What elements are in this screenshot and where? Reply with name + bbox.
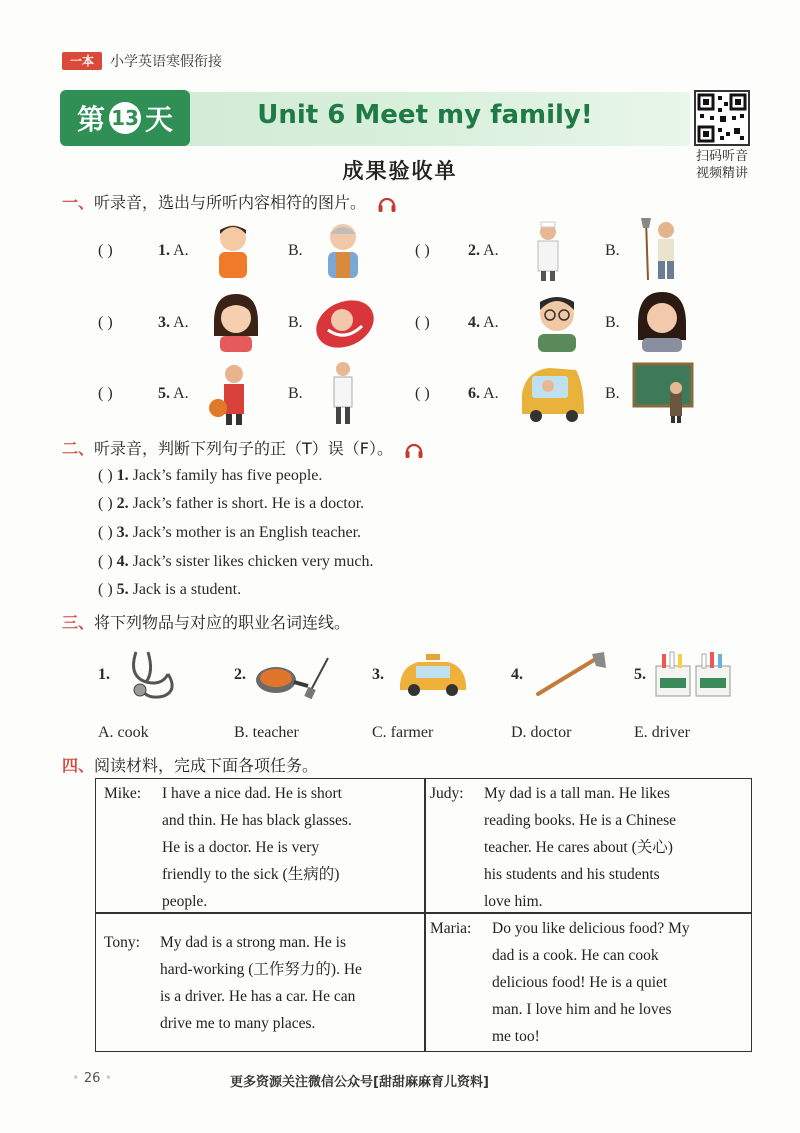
text-line: reading books. He is a Chinese (484, 812, 676, 829)
text-line: people. (162, 893, 208, 910)
answer-paren[interactable]: ( ) (98, 495, 113, 512)
text-line: teacher. He cares about (关心) (484, 839, 673, 856)
option-a-label: A. (173, 314, 189, 331)
text-line: love him. (484, 893, 543, 910)
text-line: hard-working (工作努力的). He (160, 961, 362, 978)
q-number: 1. (158, 242, 170, 259)
girl-icon[interactable] (208, 292, 264, 354)
answer-paren[interactable]: ( ) (98, 385, 113, 402)
job-teacher[interactable]: B. teacher (234, 724, 299, 741)
taxi-icon[interactable] (396, 652, 470, 698)
item-text: Jack’s family has five people. (132, 467, 323, 484)
option-a-label: A. (173, 242, 189, 259)
speaker-name: Maria: (430, 920, 472, 937)
option-a-label: A. (483, 385, 499, 402)
pan-spatula-icon[interactable] (254, 652, 334, 700)
chalk-box-icon[interactable] (654, 650, 734, 700)
item-number: 3. (116, 524, 129, 541)
tf-item-4 (98, 553, 373, 571)
option-b-label: B. (288, 385, 303, 402)
text-line: is a driver. He has a car. He can (160, 988, 356, 1005)
answer-paren[interactable]: ( ) (98, 467, 113, 484)
object-number: 5. (634, 666, 646, 683)
section-4-title (62, 753, 318, 776)
section-2-title (62, 436, 424, 459)
doctor-standing-icon[interactable] (328, 360, 358, 426)
day-suffix: 天 (145, 103, 174, 136)
text-line: his students and his students (484, 866, 660, 883)
basketball-boy-icon[interactable] (206, 362, 256, 426)
job-farmer[interactable]: C. farmer (372, 724, 434, 741)
headphones-icon[interactable] (404, 441, 424, 459)
text-line: Do you like delicious food? My (492, 920, 690, 937)
tony-cell (104, 929, 420, 1037)
unit-title: Unit 6 Meet my family! (257, 100, 593, 130)
q-number: 4. (468, 314, 480, 331)
text-line: dad is a cook. He can cook (492, 947, 659, 964)
teacher-blackboard-icon[interactable] (632, 362, 694, 424)
section-number: 一、 (62, 193, 95, 212)
answer-paren[interactable]: ( ) (98, 553, 113, 570)
page-number: • 26 • (72, 1071, 113, 1086)
object-number: 1. (98, 666, 110, 683)
qr-code-icon[interactable] (694, 90, 750, 146)
option-a-label: A. (173, 385, 189, 402)
day-number: 13 (109, 102, 141, 134)
object-number: 4. (511, 666, 523, 683)
answer-paren[interactable]: ( ) (98, 242, 113, 259)
qr-caption (684, 148, 760, 182)
q-number: 5. (158, 385, 170, 402)
item-number: 4. (116, 553, 129, 570)
farmer-icon[interactable] (636, 216, 684, 282)
day-badge (60, 90, 190, 146)
text-line: drive me to many places. (160, 1015, 316, 1032)
stethoscope-icon[interactable] (118, 646, 190, 702)
tf-item-3 (98, 524, 361, 542)
text-line: I have a nice dad. He is short (162, 785, 342, 802)
option-b-label: B. (288, 242, 303, 259)
item-text: Jack is a student. (132, 581, 242, 598)
option-a-label: A. (483, 314, 499, 331)
section-1-title (62, 190, 397, 213)
driver-car-icon[interactable] (520, 364, 586, 424)
answer-paren[interactable]: ( ) (98, 524, 113, 541)
text-line: man. I love him and he loves (492, 1001, 672, 1018)
woman-icon[interactable] (632, 290, 692, 354)
mike-cell (104, 780, 420, 915)
text-line: me too! (492, 1028, 540, 1045)
item-number: 1. (116, 467, 129, 484)
answer-paren[interactable]: ( ) (98, 314, 113, 331)
q-number: 3. (158, 314, 170, 331)
doctor-icon[interactable] (528, 220, 568, 282)
speaker-name: Judy: (430, 785, 464, 802)
tf-item-2 (98, 495, 364, 513)
qr-caption-line-1: 扫码听音 (695, 149, 748, 164)
grandpa-icon[interactable] (320, 220, 366, 282)
text-line: He is a doctor. He is very (162, 839, 320, 856)
answer-paren[interactable]: ( ) (415, 385, 430, 402)
headphones-icon[interactable] (377, 195, 397, 213)
object-number: 3. (372, 666, 384, 683)
man-glasses-icon[interactable] (530, 290, 584, 354)
tf-item-1 (98, 467, 322, 485)
maria-cell (430, 915, 748, 1050)
q-number: 6. (468, 385, 480, 402)
text-line: My dad is a strong man. He is (160, 934, 346, 951)
section-text: 将下列物品与对应的职业名词连线。 (94, 613, 351, 632)
job-cook[interactable]: A. cook (98, 724, 149, 741)
reading-table (95, 778, 752, 1052)
option-a-label: A. (483, 242, 499, 259)
section-number: 三、 (62, 613, 95, 632)
text-line: friendly to the sick (生病的) (162, 866, 340, 883)
qr-caption-line-2: 视频精讲 (695, 166, 748, 181)
text-line: My dad is a tall man. He likes (484, 785, 670, 802)
section-number: 四、 (62, 756, 95, 775)
q-number: 2. (468, 242, 480, 259)
judy-cell (430, 780, 748, 915)
tf-item-5 (98, 581, 241, 599)
item-text: Jack’s sister likes chicken very much. (132, 553, 374, 570)
section-3-title (62, 610, 350, 633)
section-number: 二、 (62, 439, 95, 458)
section-text: 听录音，判断下列句子的正（T）误（F）。 (94, 439, 393, 458)
item-text: Jack’s mother is an English teacher. (132, 524, 362, 541)
day-prefix: 第 (76, 103, 105, 136)
job-doctor[interactable]: D. doctor (511, 724, 572, 741)
text-line: and thin. He has black glasses. (162, 812, 352, 829)
speaker-name: Mike: (104, 785, 142, 802)
option-b-label: B. (288, 314, 303, 331)
answer-paren[interactable]: ( ) (415, 314, 430, 331)
answer-paren[interactable]: ( ) (415, 242, 430, 259)
page-subtitle: 成果验收单 (342, 159, 458, 183)
section-text: 阅读材料，完成下面各项任务。 (94, 756, 319, 775)
baby-icon[interactable] (312, 292, 378, 354)
option-b-label: B. (605, 314, 620, 331)
item-text: Jack’s father is short. He is a doctor. (132, 495, 365, 512)
item-number: 2. (116, 495, 129, 512)
brand-tag: 一本 (62, 52, 102, 70)
item-number: 5. (116, 581, 129, 598)
footer-note: 更多资源关注微信公众号[甜甜麻麻育儿资料] (230, 1075, 489, 1090)
option-b-label: B. (605, 385, 620, 402)
boy-icon[interactable] (210, 222, 256, 282)
job-driver[interactable]: E. driver (634, 724, 690, 741)
object-number: 2. (234, 666, 246, 683)
option-b-label: B. (605, 242, 620, 259)
speaker-name: Tony: (104, 934, 140, 951)
series-title: 小学英语寒假衔接 (110, 54, 222, 70)
text-line: delicious food! He is a quiet (492, 974, 668, 991)
answer-paren[interactable]: ( ) (98, 581, 113, 598)
hoe-icon[interactable] (532, 648, 610, 700)
section-text: 听录音，选出与所听内容相符的图片。 (94, 193, 367, 212)
